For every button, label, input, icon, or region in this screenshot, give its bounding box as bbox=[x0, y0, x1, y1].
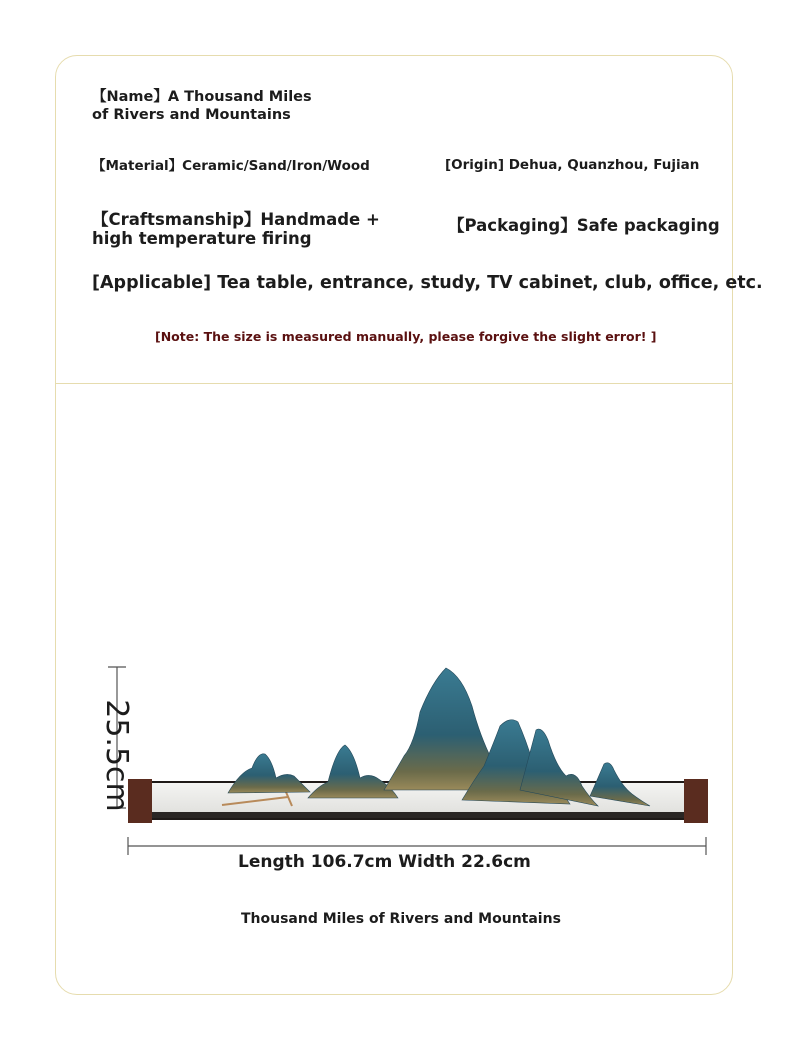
applicable-text: [Applicable] Tea table, entrance, study, TV cabinet, club, office, etc. bbox=[92, 273, 763, 293]
height-label: 25.5cm bbox=[98, 699, 134, 812]
material-text: 【Material】Ceramic/Sand/Iron/Wood bbox=[92, 158, 370, 174]
packaging-text: 【Packaging】Safe packaging bbox=[448, 216, 720, 235]
craftsmanship-line-1: 【Craftsmanship】Handmade + bbox=[92, 210, 380, 229]
name-line-2: of Rivers and Mountains bbox=[92, 107, 291, 123]
origin-text: [Origin] Dehua, Quanzhou, Fujian bbox=[445, 157, 700, 173]
product-caption: Thousand Miles of Rivers and Mountains bbox=[241, 911, 561, 927]
craftsmanship-line-2: high temperature firing bbox=[92, 229, 312, 248]
dimension-label: Length 106.7cm Width 22.6cm bbox=[238, 852, 531, 872]
name-line-1: 【Name】A Thousand Miles bbox=[92, 89, 312, 105]
size-note: [Note: The size is measured manually, please forgive the slight error! ] bbox=[155, 329, 657, 344]
